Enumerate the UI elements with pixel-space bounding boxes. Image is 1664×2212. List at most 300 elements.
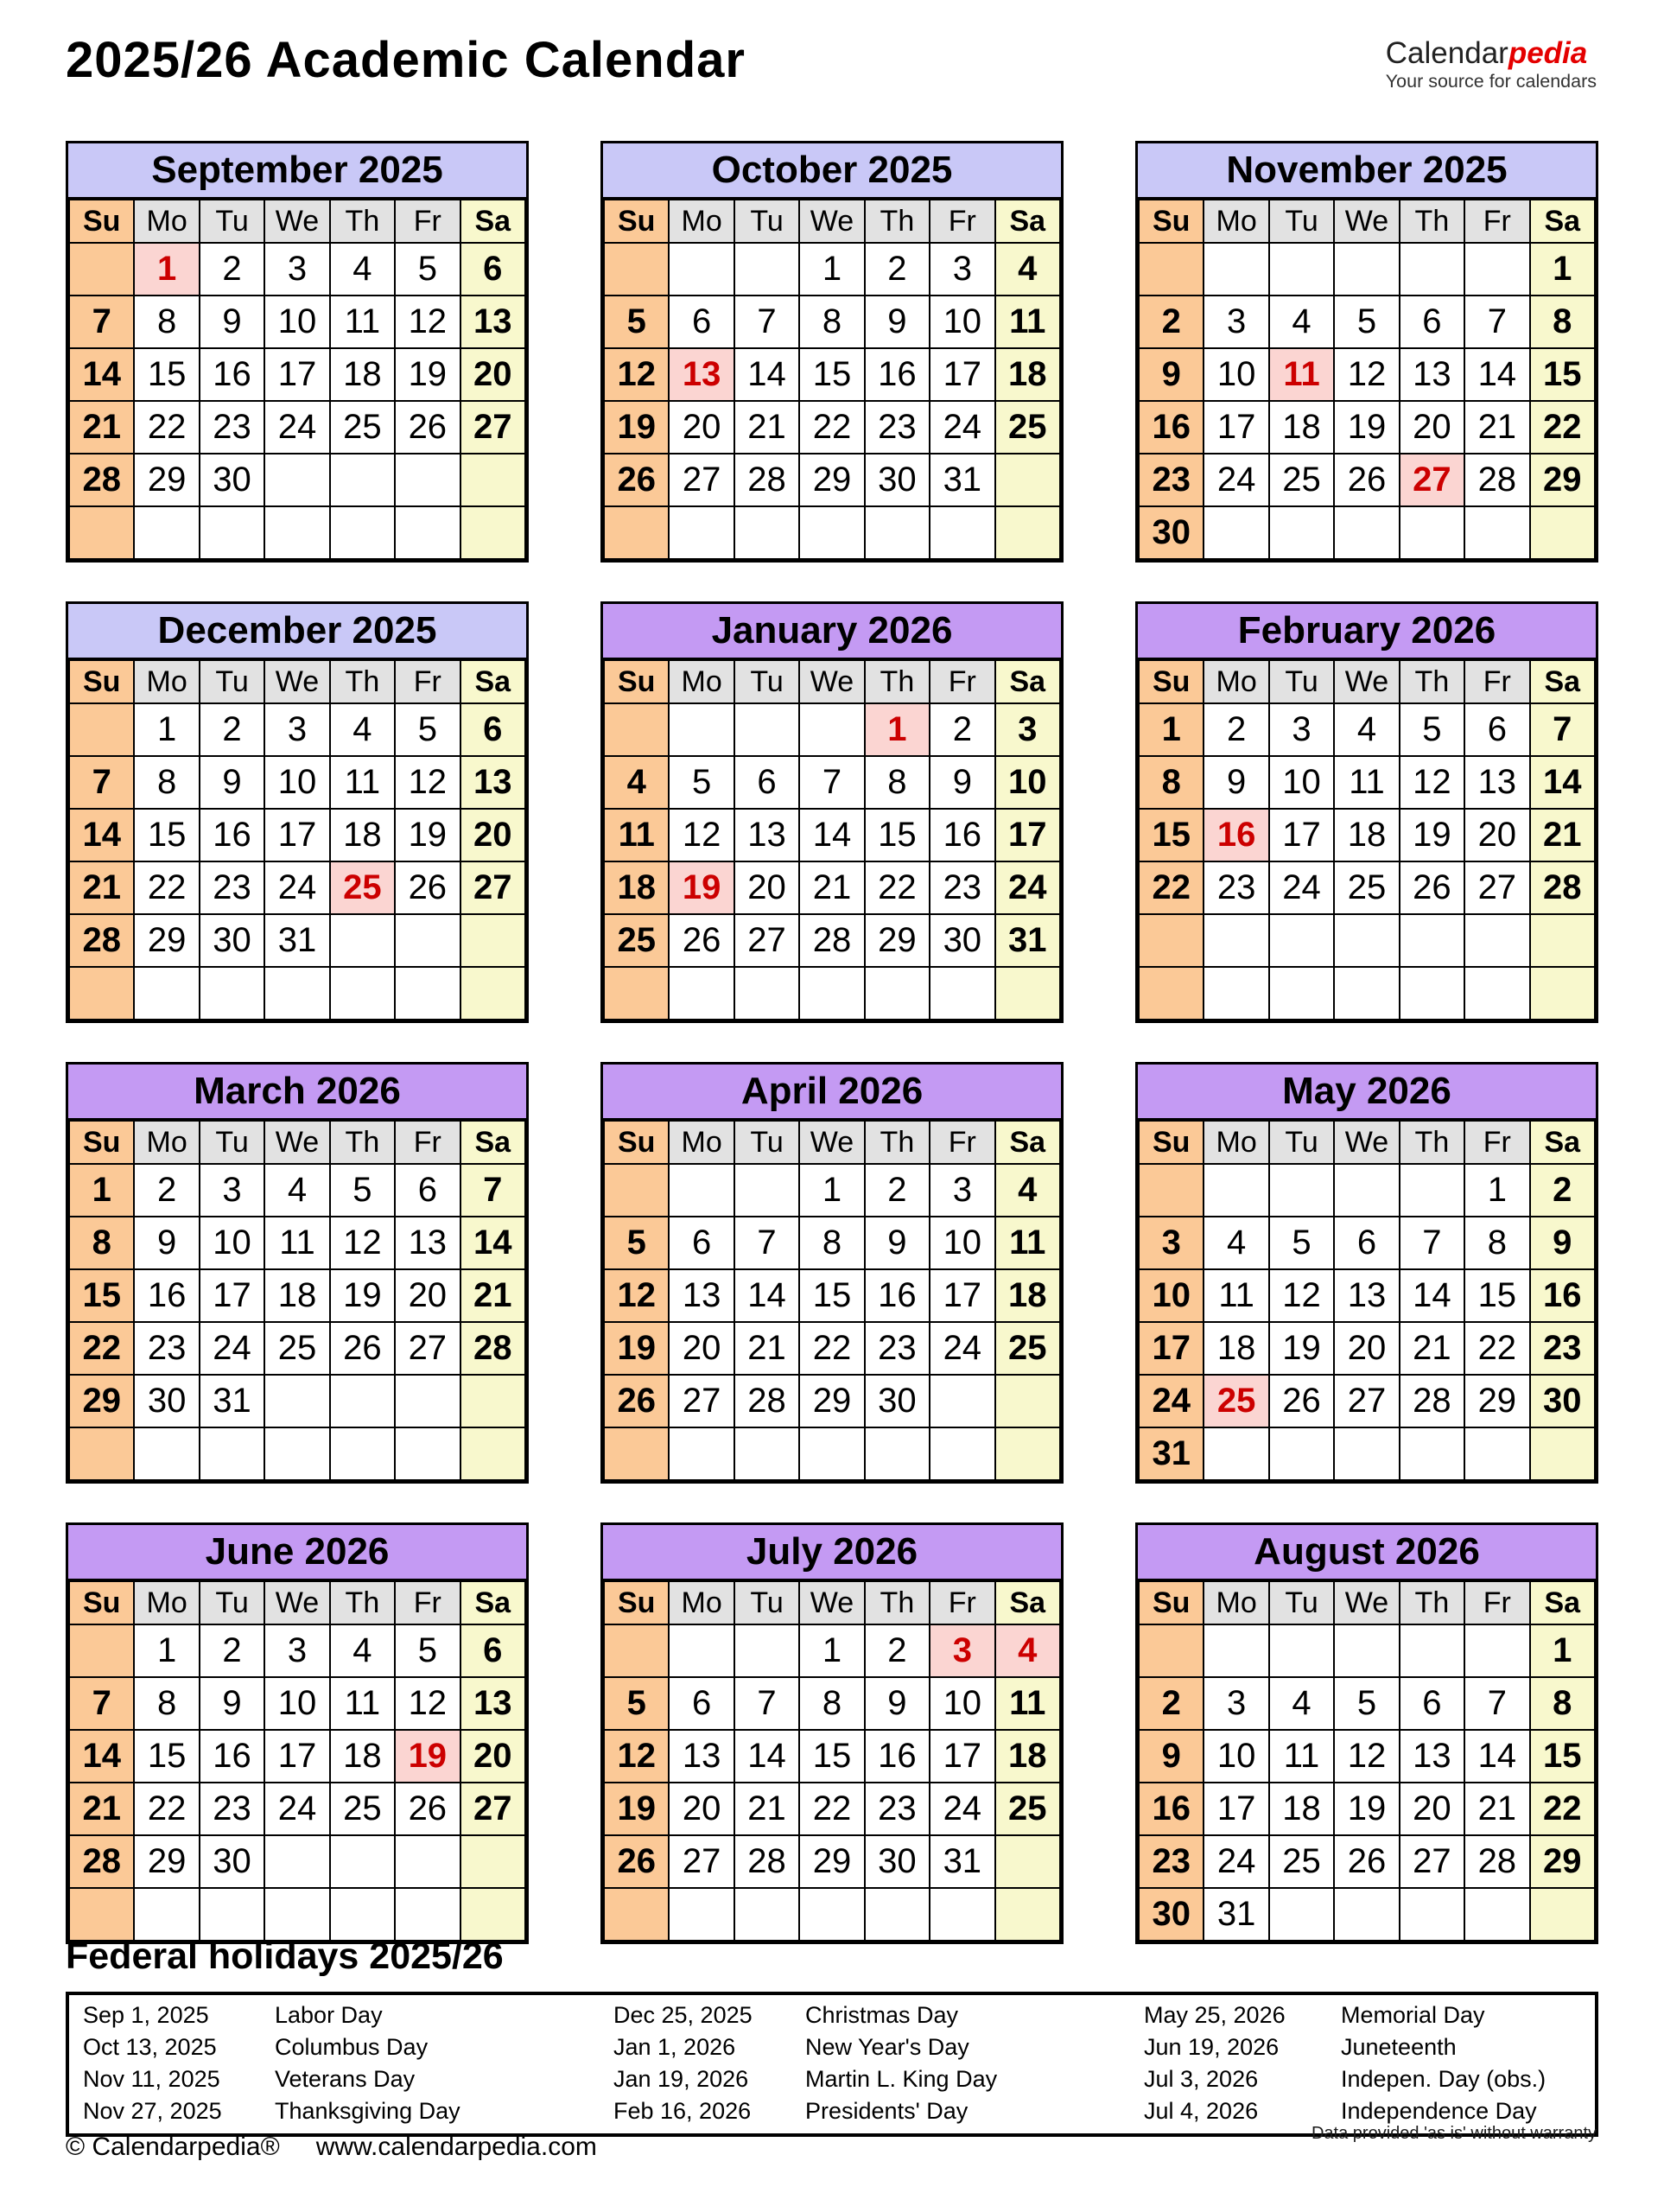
day-cell: 12 xyxy=(1269,1269,1334,1322)
day-cell: 9 xyxy=(134,1217,199,1269)
day-cell: 22 xyxy=(799,1783,864,1835)
day-cell: 15 xyxy=(799,348,864,401)
empty-day-cell xyxy=(1139,967,1204,1020)
week-row xyxy=(69,1730,525,1783)
day-cell: 7 xyxy=(734,1677,799,1730)
empty-day-cell xyxy=(1269,1164,1334,1217)
day-cell: 12 xyxy=(1334,348,1399,401)
day-cell: 23 xyxy=(200,1783,264,1835)
holiday-day-cell: 1 xyxy=(134,243,199,296)
day-cell: 2 xyxy=(930,703,994,756)
day-cell: 8 xyxy=(134,756,199,809)
empty-day-cell xyxy=(1204,914,1268,967)
empty-day-cell xyxy=(1464,1624,1529,1677)
day-cell: 26 xyxy=(604,454,669,506)
day-header-tu: Tu xyxy=(200,1121,264,1164)
empty-day-cell xyxy=(134,506,199,559)
week-row xyxy=(69,1164,525,1217)
week-row xyxy=(1139,1427,1595,1480)
day-header-th: Th xyxy=(330,200,395,243)
day-cell: 26 xyxy=(1334,1835,1399,1888)
day-cell: 13 xyxy=(460,1677,525,1730)
day-cell: 23 xyxy=(865,1783,930,1835)
empty-day-cell xyxy=(995,1835,1060,1888)
holiday-name: Independence Day xyxy=(1341,2098,1537,2124)
empty-day-cell xyxy=(395,1375,460,1427)
week-row xyxy=(1139,454,1595,506)
day-cell: 11 xyxy=(264,1217,329,1269)
empty-day-cell xyxy=(1269,1427,1334,1480)
day-header-tu: Tu xyxy=(734,200,799,243)
day-header-sa: Sa xyxy=(995,660,1060,703)
day-header-mo: Mo xyxy=(669,1581,734,1624)
holiday-day-cell: 19 xyxy=(395,1730,460,1783)
holiday-day-cell: 1 xyxy=(865,703,930,756)
month-title: August 2026 xyxy=(1138,1525,1596,1580)
day-cell: 11 xyxy=(995,1217,1060,1269)
empty-day-cell xyxy=(1400,1888,1464,1941)
day-cell: 30 xyxy=(865,1375,930,1427)
day-cell: 20 xyxy=(669,1783,734,1835)
day-cell: 17 xyxy=(930,1730,994,1783)
day-cell: 15 xyxy=(134,348,199,401)
day-cell: 18 xyxy=(1269,401,1334,454)
week-row xyxy=(69,1835,525,1888)
empty-day-cell xyxy=(1139,243,1204,296)
day-header-sa: Sa xyxy=(1530,660,1595,703)
day-cell: 20 xyxy=(669,401,734,454)
day-cell: 17 xyxy=(1204,1783,1268,1835)
day-cell: 18 xyxy=(1204,1322,1268,1375)
empty-day-cell xyxy=(264,1888,329,1941)
day-cell: 12 xyxy=(669,809,734,861)
day-cell: 16 xyxy=(865,348,930,401)
day-cell: 16 xyxy=(200,809,264,861)
day-cell: 28 xyxy=(1530,861,1595,914)
day-cell: 9 xyxy=(200,756,264,809)
empty-day-cell xyxy=(395,1835,460,1888)
week-row xyxy=(69,1375,525,1427)
day-cell: 31 xyxy=(1139,1427,1204,1480)
week-row xyxy=(69,506,525,559)
day-cell: 4 xyxy=(604,756,669,809)
day-cell: 15 xyxy=(1464,1269,1529,1322)
empty-day-cell xyxy=(865,506,930,559)
day-cell: 29 xyxy=(1530,454,1595,506)
day-cell: 21 xyxy=(1400,1322,1464,1375)
day-cell: 18 xyxy=(264,1269,329,1322)
day-cell: 10 xyxy=(1204,1730,1268,1783)
logo-text-pedia: pedia xyxy=(1508,36,1588,70)
day-cell: 6 xyxy=(460,1624,525,1677)
week-row xyxy=(1139,861,1595,914)
holiday-date: Nov 27, 2025 xyxy=(83,2098,222,2124)
empty-day-cell xyxy=(134,1888,199,1941)
day-cell: 13 xyxy=(460,296,525,348)
holiday-name: Columbus Day xyxy=(275,2034,429,2060)
week-row xyxy=(69,243,525,296)
day-cell: 15 xyxy=(799,1269,864,1322)
empty-day-cell xyxy=(395,1427,460,1480)
day-cell: 8 xyxy=(1464,1217,1529,1269)
empty-day-cell xyxy=(1139,914,1204,967)
logo-tagline: Your source for calendars xyxy=(1385,70,1597,92)
empty-day-cell xyxy=(930,967,994,1020)
month-february-2026 xyxy=(1135,601,1598,1023)
week-row xyxy=(69,756,525,809)
day-cell: 27 xyxy=(669,1835,734,1888)
day-cell: 14 xyxy=(69,348,134,401)
empty-day-cell xyxy=(134,967,199,1020)
day-cell: 24 xyxy=(930,1322,994,1375)
day-cell: 7 xyxy=(69,1677,134,1730)
week-row xyxy=(604,967,1060,1020)
empty-day-cell xyxy=(69,506,134,559)
day-cell: 4 xyxy=(995,243,1060,296)
empty-day-cell xyxy=(669,1427,734,1480)
empty-day-cell xyxy=(995,506,1060,559)
day-cell: 8 xyxy=(799,1677,864,1730)
week-row xyxy=(604,506,1060,559)
day-cell: 14 xyxy=(460,1217,525,1269)
month-table xyxy=(603,1580,1061,1942)
day-cell: 4 xyxy=(264,1164,329,1217)
day-cell: 21 xyxy=(799,861,864,914)
day-cell: 16 xyxy=(865,1730,930,1783)
day-cell: 4 xyxy=(995,1164,1060,1217)
week-row xyxy=(1139,243,1595,296)
day-cell: 17 xyxy=(200,1269,264,1322)
month-table xyxy=(68,659,526,1020)
empty-day-cell xyxy=(604,506,669,559)
empty-day-cell xyxy=(669,1164,734,1217)
day-cell: 20 xyxy=(460,809,525,861)
day-cell: 15 xyxy=(134,809,199,861)
week-row xyxy=(604,401,1060,454)
day-header-fr: Fr xyxy=(1464,660,1529,703)
day-cell: 23 xyxy=(1530,1322,1595,1375)
empty-day-cell xyxy=(264,506,329,559)
day-cell: 12 xyxy=(395,756,460,809)
empty-day-cell xyxy=(930,1427,994,1480)
day-cell: 15 xyxy=(865,809,930,861)
empty-day-cell xyxy=(330,506,395,559)
holiday-name: Martin L. King Day xyxy=(805,2066,998,2092)
empty-day-cell xyxy=(330,454,395,506)
day-cell: 6 xyxy=(395,1164,460,1217)
month-june-2026 xyxy=(66,1522,529,1944)
day-cell: 20 xyxy=(395,1269,460,1322)
day-header-sa: Sa xyxy=(1530,200,1595,243)
empty-day-cell xyxy=(330,1888,395,1941)
day-cell: 5 xyxy=(1400,703,1464,756)
day-header-th: Th xyxy=(1400,660,1464,703)
empty-day-cell xyxy=(1334,506,1399,559)
day-cell: 1 xyxy=(799,1164,864,1217)
day-cell: 11 xyxy=(1204,1269,1268,1322)
day-header-we: We xyxy=(799,200,864,243)
day-cell: 2 xyxy=(865,1624,930,1677)
day-cell: 28 xyxy=(69,914,134,967)
week-row xyxy=(604,1730,1060,1783)
empty-day-cell xyxy=(1530,967,1595,1020)
holiday-row xyxy=(83,2095,1595,2127)
day-header-th: Th xyxy=(865,1581,930,1624)
week-row xyxy=(604,1427,1060,1480)
week-row xyxy=(1139,1217,1595,1269)
day-cell: 10 xyxy=(1204,348,1268,401)
empty-day-cell xyxy=(460,1375,525,1427)
week-row xyxy=(69,296,525,348)
day-cell: 21 xyxy=(1530,809,1595,861)
day-cell: 1 xyxy=(1139,703,1204,756)
empty-day-cell xyxy=(1464,967,1529,1020)
day-cell: 19 xyxy=(395,809,460,861)
logo-wordmark xyxy=(1386,38,1597,70)
day-cell: 13 xyxy=(1334,1269,1399,1322)
day-cell: 3 xyxy=(995,703,1060,756)
month-september-2025 xyxy=(66,141,529,563)
day-cell: 16 xyxy=(200,348,264,401)
week-row xyxy=(1139,809,1595,861)
day-header-tu: Tu xyxy=(1269,660,1334,703)
empty-day-cell xyxy=(1464,243,1529,296)
week-row xyxy=(604,1888,1060,1941)
day-cell: 5 xyxy=(1334,296,1399,348)
day-header-sa: Sa xyxy=(995,1581,1060,1624)
empty-day-cell xyxy=(1204,243,1268,296)
empty-day-cell xyxy=(1464,1888,1529,1941)
holiday-name: Memorial Day xyxy=(1341,2002,1485,2028)
day-cell: 24 xyxy=(200,1322,264,1375)
day-cell: 24 xyxy=(930,1783,994,1835)
week-row xyxy=(1139,348,1595,401)
empty-day-cell xyxy=(460,1835,525,1888)
day-header-th: Th xyxy=(1400,200,1464,243)
day-cell: 21 xyxy=(734,401,799,454)
empty-day-cell xyxy=(264,454,329,506)
day-header-th: Th xyxy=(330,660,395,703)
empty-day-cell xyxy=(1334,243,1399,296)
day-cell: 1 xyxy=(799,1624,864,1677)
empty-day-cell xyxy=(330,1835,395,1888)
day-header-sa: Sa xyxy=(995,1121,1060,1164)
day-cell: 16 xyxy=(1530,1269,1595,1322)
page-title: 2025/26 Academic Calendar xyxy=(66,32,746,88)
week-row xyxy=(604,809,1060,861)
day-cell: 20 xyxy=(1334,1322,1399,1375)
empty-day-cell xyxy=(930,506,994,559)
day-cell: 25 xyxy=(330,401,395,454)
day-header-tu: Tu xyxy=(200,200,264,243)
day-cell: 6 xyxy=(1464,703,1529,756)
day-header-fr: Fr xyxy=(395,1121,460,1164)
day-cell: 26 xyxy=(669,914,734,967)
holiday-day-cell: 4 xyxy=(995,1624,1060,1677)
day-cell: 24 xyxy=(1204,454,1268,506)
day-cell: 25 xyxy=(264,1322,329,1375)
day-cell: 30 xyxy=(930,914,994,967)
month-title: March 2026 xyxy=(68,1065,526,1120)
day-header-su: Su xyxy=(1139,660,1204,703)
week-row xyxy=(1139,1677,1595,1730)
day-cell: 7 xyxy=(460,1164,525,1217)
day-header-th: Th xyxy=(1400,1581,1464,1624)
day-cell: 16 xyxy=(134,1269,199,1322)
empty-day-cell xyxy=(200,506,264,559)
day-cell: 18 xyxy=(995,1730,1060,1783)
day-cell: 14 xyxy=(69,1730,134,1783)
day-header-fr: Fr xyxy=(395,1581,460,1624)
day-cell: 20 xyxy=(1400,1783,1464,1835)
empty-day-cell xyxy=(200,967,264,1020)
empty-day-cell xyxy=(264,967,329,1020)
day-cell: 30 xyxy=(200,914,264,967)
day-cell: 10 xyxy=(995,756,1060,809)
day-cell: 24 xyxy=(1204,1835,1268,1888)
day-header-su: Su xyxy=(1139,1581,1204,1624)
day-cell: 7 xyxy=(734,1217,799,1269)
day-cell: 10 xyxy=(930,1677,994,1730)
day-cell: 9 xyxy=(865,1217,930,1269)
month-table xyxy=(603,659,1061,1020)
day-header-fr: Fr xyxy=(930,200,994,243)
day-cell: 20 xyxy=(669,1322,734,1375)
day-cell: 15 xyxy=(1139,809,1204,861)
week-row xyxy=(1139,756,1595,809)
day-cell: 29 xyxy=(134,454,199,506)
month-table xyxy=(603,1120,1061,1481)
day-cell: 30 xyxy=(200,454,264,506)
day-cell: 3 xyxy=(1269,703,1334,756)
month-august-2026 xyxy=(1135,1522,1598,1944)
empty-day-cell xyxy=(995,1888,1060,1941)
day-cell: 2 xyxy=(865,1164,930,1217)
holiday-date: May 25, 2026 xyxy=(1144,2002,1286,2028)
empty-day-cell xyxy=(330,1375,395,1427)
day-cell: 29 xyxy=(1464,1375,1529,1427)
day-cell: 4 xyxy=(330,243,395,296)
day-cell: 24 xyxy=(264,401,329,454)
day-header-sa: Sa xyxy=(460,1121,525,1164)
month-january-2026 xyxy=(600,601,1064,1023)
day-cell: 6 xyxy=(669,1677,734,1730)
day-cell: 8 xyxy=(1530,1677,1595,1730)
day-cell: 29 xyxy=(799,454,864,506)
day-cell: 17 xyxy=(1204,401,1268,454)
day-cell: 13 xyxy=(734,809,799,861)
day-cell: 18 xyxy=(995,1269,1060,1322)
day-cell: 27 xyxy=(460,1783,525,1835)
day-cell: 16 xyxy=(1139,401,1204,454)
day-header-mo: Mo xyxy=(134,200,199,243)
day-header-mo: Mo xyxy=(134,1121,199,1164)
month-title: February 2026 xyxy=(1138,604,1596,659)
empty-day-cell xyxy=(1400,506,1464,559)
week-row xyxy=(604,1835,1060,1888)
day-cell: 6 xyxy=(1334,1217,1399,1269)
week-row xyxy=(604,1624,1060,1677)
empty-day-cell xyxy=(669,1888,734,1941)
day-cell: 5 xyxy=(395,243,460,296)
day-cell: 22 xyxy=(1139,861,1204,914)
day-header-su: Su xyxy=(69,660,134,703)
footer xyxy=(66,2133,597,2162)
day-cell: 22 xyxy=(1530,401,1595,454)
day-cell: 17 xyxy=(1269,809,1334,861)
week-row xyxy=(1139,1164,1595,1217)
day-header-tu: Tu xyxy=(200,660,264,703)
day-cell: 30 xyxy=(1139,1888,1204,1941)
day-cell: 26 xyxy=(1400,861,1464,914)
day-header-fr: Fr xyxy=(1464,1121,1529,1164)
day-cell: 18 xyxy=(330,348,395,401)
empty-day-cell xyxy=(200,1888,264,1941)
empty-day-cell xyxy=(1530,914,1595,967)
day-cell: 13 xyxy=(1464,756,1529,809)
month-title: January 2026 xyxy=(603,604,1061,659)
day-cell: 2 xyxy=(200,1624,264,1677)
day-header-tu: Tu xyxy=(734,1581,799,1624)
holiday-date: Jan 19, 2026 xyxy=(613,2066,749,2092)
day-cell: 19 xyxy=(1269,1322,1334,1375)
holiday-row xyxy=(83,2031,1595,2063)
day-cell: 12 xyxy=(395,1677,460,1730)
day-header-sa: Sa xyxy=(460,660,525,703)
day-cell: 13 xyxy=(395,1217,460,1269)
empty-day-cell xyxy=(734,703,799,756)
week-row xyxy=(69,1783,525,1835)
empty-day-cell xyxy=(1269,967,1334,1020)
empty-day-cell xyxy=(330,967,395,1020)
day-cell: 29 xyxy=(799,1835,864,1888)
disclaimer-text: Data provided 'as is' without warranty xyxy=(1311,2124,1597,2143)
holiday-name: New Year's Day xyxy=(805,2034,969,2060)
empty-day-cell xyxy=(460,454,525,506)
day-cell: 14 xyxy=(734,1730,799,1783)
empty-day-cell xyxy=(799,703,864,756)
empty-day-cell xyxy=(69,967,134,1020)
day-cell: 17 xyxy=(1139,1322,1204,1375)
day-cell: 7 xyxy=(1400,1217,1464,1269)
day-cell: 5 xyxy=(330,1164,395,1217)
day-cell: 11 xyxy=(995,296,1060,348)
day-cell: 25 xyxy=(1334,861,1399,914)
day-cell: 29 xyxy=(69,1375,134,1427)
day-cell: 27 xyxy=(460,401,525,454)
day-cell: 5 xyxy=(395,703,460,756)
empty-day-cell xyxy=(264,1835,329,1888)
day-cell: 22 xyxy=(799,1322,864,1375)
day-cell: 5 xyxy=(669,756,734,809)
day-cell: 10 xyxy=(264,1677,329,1730)
day-cell: 3 xyxy=(1204,296,1268,348)
day-cell: 16 xyxy=(865,1269,930,1322)
day-cell: 2 xyxy=(1530,1164,1595,1217)
holiday-name: Labor Day xyxy=(275,2002,383,2028)
empty-day-cell xyxy=(1269,914,1334,967)
day-cell: 7 xyxy=(69,756,134,809)
day-cell: 2 xyxy=(1139,1677,1204,1730)
empty-day-cell xyxy=(995,454,1060,506)
day-cell: 3 xyxy=(264,1624,329,1677)
day-header-su: Su xyxy=(604,1121,669,1164)
day-cell: 12 xyxy=(604,1269,669,1322)
day-cell: 12 xyxy=(604,1730,669,1783)
holiday-date: Nov 11, 2025 xyxy=(83,2066,220,2092)
day-header-tu: Tu xyxy=(200,1581,264,1624)
day-cell: 28 xyxy=(734,454,799,506)
